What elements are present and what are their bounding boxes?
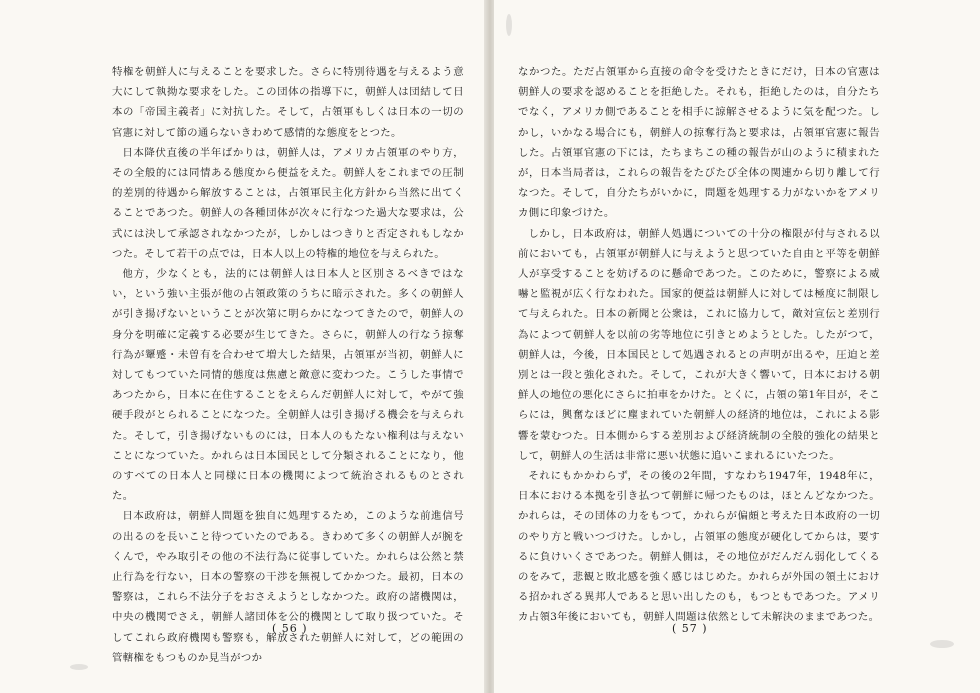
paragraph: 日本政府は，朝鮮人問題を独自に処理するため，このような前進信号の出るのを長いこと待つていたのである。きわめて多くの朝鮮人が腕をくんで，やみ取引その他の不法行為に従事していた。かれらは公然と禁止行為を行ない，日本の警察の干渉を無視してかかつた。最初，日本の警察は，これら不法分子をおさえようとしなかつた。政府の諸機関は，中央の機関でさえ，朝鮮人諸団体を公的機関として取り扱つていた。そしてこれら政府機関も警察も，解放された朝鮮人に対して，どの範囲の管轄権をもつものか見当がつか [112,510,464,664]
left-page [0,0,486,693]
paragraph: 日本降伏直後の半年ばかりは，朝鮮人は，アメリカ占領軍のやり方，その全般的には同情ある態度から便益をえた。朝鮮人をこれまでの圧制的差別的待遇から解放することは，占領軍民主化方針から当然に出てくることであつた。朝鮮人の各種団体が次々に行なつた過大な要求は，公式には決して承認されなかつたが，しかしはつきりと否定されもしなかつた。そして若干の点では，日本人以上の特権的地位を与えられた。 [112,146,464,260]
paragraph: なかつた。ただ占領軍から直接の命令を受けたときにだけ，日本の官憲は朝鮮人の要求を認めることを拒絶した。それも，拒絶したのは，自分たちでなく，アメリカ側であることを相手に諒解させるように気を配つた。しかし，いかなる場合にも，朝鮮人の掠奪行為と要求は，占領軍官憲に報告した。占領軍官憲の下には，たちまちこの種の報告が山のように積まれたが，日本当局者は，これらの報告をたびたび全体の関連から切り離して行なつた。そして，自分たちがいかに，問題を処理する力がないかをアメリカ側に印象づけた。 [518,66,880,220]
paper-speck [506,14,512,36]
page-number: ( 56 ) [272,622,308,635]
paper-speck [930,640,954,648]
left-page-text [112,62,464,668]
paragraph: それにもかかわらず，その後の2年間，すなわち1947年，1948年に，日本における本拠を引き払つて朝鮮に帰つたものは，ほとんどなかつた。かれらは，その団体の力をもつて，かれらが偏頗と考えた日本政府の一切のやり方と戦いつづけた。しかし，占領軍の態度が硬化してからは，要するに負けいくさであつた。朝鮮人側は，その地位がだんだん弱化してくるのをみて，悲観と敗北感を強く感じはじめた。かれらが外国の領土における招かれざる異邦人であると思い出したのも，もつともであつた。アメリカ占領3年後においても，朝鮮人問題は依然として未解決のままであつた。 [518,470,880,624]
right-page [494,0,980,693]
paragraph: しかし，日本政府は，朝鮮人処遇についての十分の権限が付与される以前においても，占領軍が朝鮮人に与えようと思つていた自由と平等を朝鮮人が享受することを妨げるのに懸命であつた。このために，警察による威嚇と監視が広く行なわれた。国家的便益は朝鮮人に対しては極度に制限して与えられた。日本の新聞と公衆は，これに協力して，敵対宣伝と差別行為によつて朝鮮人を以前の劣等地位に引きとめようとした。したがつて，朝鮮人は，今後，日本国民として処遇されるとの声明が出るや，圧迫と差別とは一段と強化された。そして，これが大きく響いて，日本における朝鮮人の地位の悪化にさらに拍車をかけた。とくに，占領の第1年目が，そこらには，興奮なほどに塵まれていた朝鮮人の経済的地位は，これによる影響を蒙むつた。日本側からする差別および経済統制の全般的強化の結果として，朝鮮人の生活は非常に悪い状態に追いこまれるにいたつた。 [518,227,880,462]
paragraph: 特権を朝鮮人に与えることを要求した。さらに特別待遇を与えるよう意大にして執拗な要求をした。この団体の指導下に，朝鮮人は団結して日本の「帝国主義者」に対抗した。そして，占領軍もしくは日本の一切の官憲に対して節の通らないきわめて感情的な態度をとつた。 [112,66,464,139]
page-number: ( 57 ) [672,622,708,635]
right-page-text [518,62,880,628]
paragraph: 他方，少なくとも，法的には朝鮮人は日本人と区別さるべきではない，という強い主張が他の占領政策のうちに暗示された。多くの朝鮮人が引き揚げないということが次第に明らかになつてきたので，朝鮮人の身分を明確に定義する必要が生じてきた。さらに，朝鮮人の行なう掠奪行為が顰蹙・未曽有を合わせて増大した結果，占領軍が当初，朝鮮人に対してもつていた同情的態度は焦慮と敵意に変わつた。こうした事情であつたから，日本に在住することをえらんだ朝鮮人に対して，やがて強硬手段がとられることになつた。全朝鮮人は引き揚げる機会を与えられた。そして，引き揚げないものには，日本人のもたない権利は与えないことになつていた。かれらは日本国民として分類されることになり，他のすべての日本人と同様に日本の機関によつて統治されるものとされた。 [112,268,464,503]
paper-speck [70,664,88,670]
